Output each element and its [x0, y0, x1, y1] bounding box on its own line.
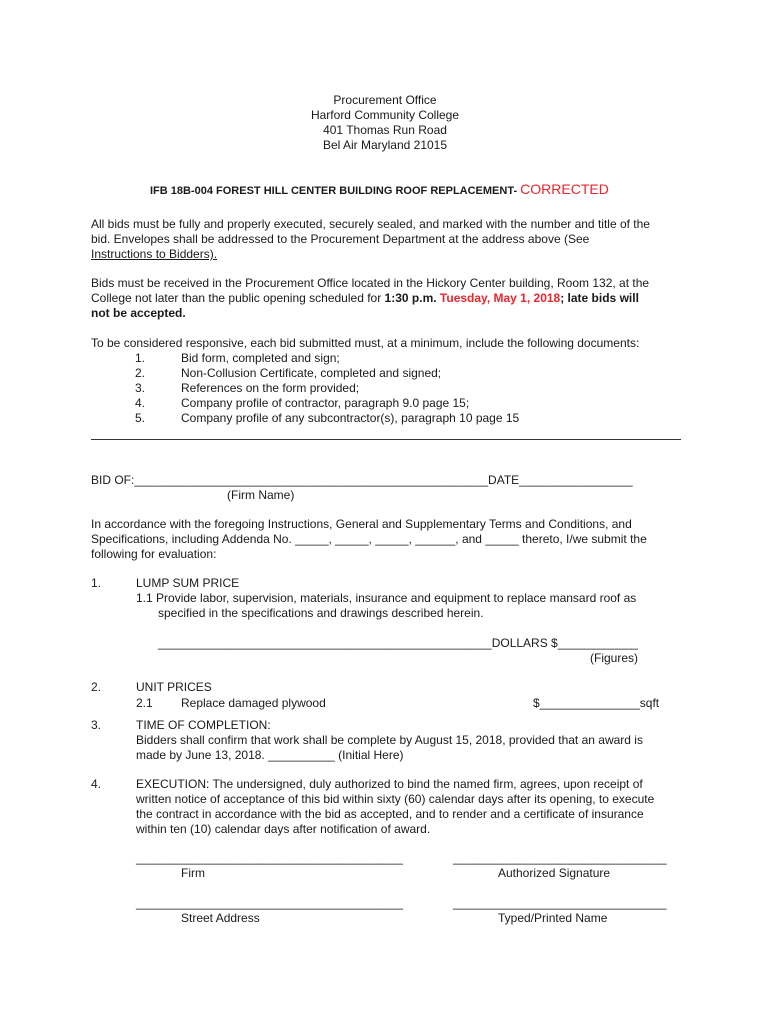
requirement-num: 3. — [135, 381, 146, 395]
requirement-item: Company profile of contractor, paragraph 9.0 page 15; — [181, 396, 470, 410]
street-address-line[interactable]: ________________________________________ — [136, 896, 403, 910]
section2-sub-text: Replace damaged plywood — [181, 696, 326, 710]
opening-time: 1:30 p.m. — [384, 291, 437, 305]
para1-line-3: Instructions to Bidders). — [91, 247, 218, 261]
requirements-intro: To be considered responsive, each bid submitted must, at a minimum, include the following documents: — [91, 336, 640, 350]
section-divider — [91, 439, 681, 440]
section4-line-1: EXECUTION: The undersigned, duly authorized to bind the named firm, agrees, upon receipt of — [136, 777, 643, 791]
para2-line-3: not be accepted. — [91, 306, 186, 320]
bid-of-field[interactable]: BID OF:_____________________________________________________DATE_________________ — [91, 473, 633, 487]
requirement-num: 5. — [135, 411, 146, 425]
section3-line-2[interactable]: made by June 13, 2018. __________ (Initial Here) — [136, 748, 404, 762]
header-line-4: Bel Air Maryland 21015 — [322, 138, 448, 152]
para1-line-1: All bids must be fully and properly executed, securely sealed, and marked with the number and title of the — [91, 217, 650, 231]
section1-number: 1. — [91, 576, 102, 590]
header-line-2: Harford Community College — [310, 108, 460, 122]
requirement-num: 2. — [135, 366, 146, 380]
section1-sub-line-2: specified in the specifications and drawings described herein. — [158, 606, 484, 620]
header-line-1: Procurement Office — [333, 93, 437, 107]
accordance-line-1: In accordance with the foregoing Instructions, General and Supplementary Terms and Conditions, and — [91, 517, 632, 531]
authorized-signature-caption: Authorized Signature — [498, 866, 611, 880]
requirement-item: References on the form provided; — [181, 381, 360, 395]
section4-line-3: the contract in accordance with the bid as accepted, and to render and a certificate of insurance — [136, 807, 644, 821]
figures-caption: (Figures) — [590, 651, 639, 665]
section3-heading: TIME OF COMPLETION: — [136, 718, 271, 732]
section3-line-1: Bidders shall confirm that work shall be complete by August 15, 2018, provided that an award is — [136, 733, 643, 747]
typed-name-caption: Typed/Printed Name — [498, 911, 608, 925]
para2-line-1: Bids must be received in the Procurement Office located in the Hickory Center building, Room 132, at the — [91, 276, 650, 290]
typed-name-line[interactable]: ________________________________ — [453, 896, 667, 910]
document-title — [150, 181, 609, 197]
authorized-signature-line[interactable]: ________________________________ — [453, 851, 667, 865]
section4-number: 4. — [91, 777, 102, 791]
section3-number: 3. — [91, 718, 102, 732]
requirement-num: 4. — [135, 396, 146, 410]
section4-line-2: written notice of acceptance of this bid within sixty (60) calendar days after its opening, to execute — [136, 792, 655, 806]
corrected-label: CORRECTED — [520, 181, 609, 197]
header-line-3: 401 Thomas Run Road — [323, 123, 447, 137]
opening-date: Tuesday, May 1, 2018 — [439, 291, 561, 305]
street-address-caption: Street Address — [181, 911, 260, 925]
title-text: IFB 18B-004 FOREST HILL CENTER BUILDING ROOF REPLACEMENT- — [150, 185, 521, 197]
firm-name-caption: (Firm Name) — [227, 488, 295, 502]
requirement-num: 1. — [135, 351, 146, 365]
para2-line-2 — [91, 291, 639, 306]
accordance-line-2: Specifications, including Addenda No. _____, _____, _____, ______, and _____ thereto, I/we submit the — [91, 532, 647, 546]
section2-heading: UNIT PRICES — [136, 680, 212, 694]
lump-sum-dollars-field[interactable]: __________________________________________________DOLLARS $____________ — [158, 636, 638, 650]
firm-caption: Firm — [181, 866, 205, 880]
section1-heading: LUMP SUM PRICE — [136, 576, 240, 590]
requirement-item: Bid form, completed and sign; — [181, 351, 340, 365]
section1-sub-line-1: 1.1 Provide labor, supervision, materials, insurance and equipment to replace mansard roof as — [136, 591, 637, 605]
firm-signature-line[interactable]: ________________________________________ — [136, 851, 403, 865]
requirement-item: Company profile of any subcontractor(s), paragraph 10 page 15 — [181, 411, 520, 425]
accordance-line-3: following for evaluation: — [91, 547, 217, 561]
section4-line-4: within ten (10) calendar days after notification of award. — [136, 822, 431, 836]
late-bids-text: ; late bids will — [560, 291, 639, 305]
unit-price-field[interactable]: $_______________sqft — [533, 696, 660, 710]
para1-line-2: bid. Envelopes shall be addressed to the Procurement Department at the address above (See — [91, 232, 590, 246]
section2-number: 2. — [91, 680, 102, 694]
section2-sub-number: 2.1 — [136, 696, 153, 710]
requirement-item: Non-Collusion Certificate, completed and signed; — [181, 366, 442, 380]
para2-text: College not later than the public opening scheduled for — [91, 291, 385, 305]
